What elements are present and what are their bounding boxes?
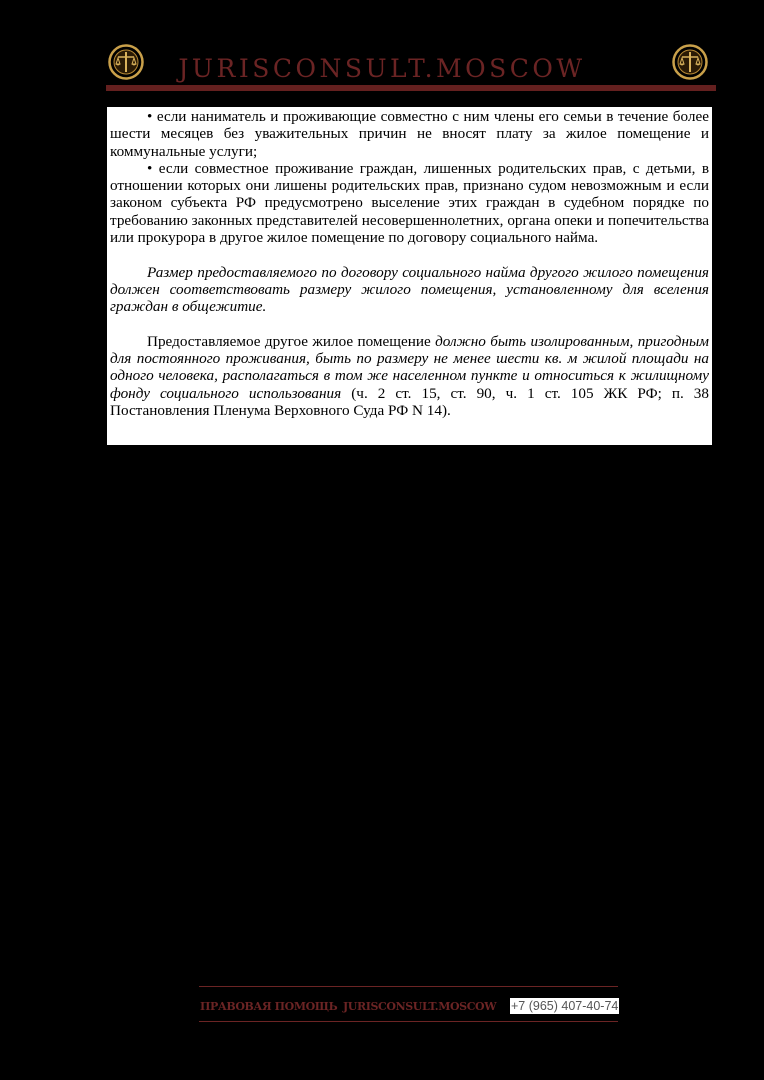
paragraph-legal-citation: (ч. 2 ст. 15, ст. 90, ч. 1 ст. 105 ЖК РФ; п. 38 Постановления Пленума Верховного Суда РФ N 14). — [110, 384, 709, 420]
document-content — [107, 107, 712, 419]
header-divider — [106, 85, 716, 91]
paragraph-spacer — [110, 316, 709, 333]
paragraph-housing-size: Размер предоставляемого по договору социального найма другого жилого помещения должен соответствовать размеру жилого помещения, установленному для вселения граждан в общежитие. — [110, 263, 709, 316]
footer-bottom-divider — [199, 1021, 618, 1022]
footer-site-link[interactable]: JURISCONSULT.MOSCOW — [343, 1000, 497, 1013]
paragraph-provided-housing — [110, 333, 709, 419]
paragraph-italic-requirements: должно быть изолированным, пригодным для постоянного проживания, быть по размеру не менее шести кв. м жилой площади на одного человека, располагаться в том же населенном пункте и относиться к жилищному фонду социального использования — [110, 332, 709, 402]
footer-top-divider — [199, 986, 618, 987]
paragraph-spacer — [110, 246, 709, 263]
footer-legal-help-label: ПРАВОВАЯ ПОМОЩЬ — [200, 1000, 338, 1013]
bullet-item-nonpayment: • если наниматель и проживающие совместно с ним члены его семьи в течение более шести месяцев без уважительных причин не вносят плату за жилое помещение и коммунальные услуги; — [110, 108, 709, 160]
scales-of-justice-emblem-icon — [672, 44, 708, 80]
site-title: JURISCONSULT.MOSCOW — [178, 54, 586, 83]
footer-phone-number[interactable]: +7 (965) 407-40-74 — [511, 999, 619, 1013]
bullet-item-parental-rights: • если совместное проживание граждан, лишенных родительских прав, с детьми, в отношении которых они лишены родительских прав, признано судом невозможным и если законом субъекта РФ предусмотрено выселение этих граждан в судебном порядке по требованию законных представителей несовершеннолетних, органа опеки и попечительства или прокурора в другое жилое помещение по договору социального найма. — [110, 159, 709, 247]
paragraph-lead: Предоставляемое другое жилое помещение — [147, 332, 436, 350]
document-page — [107, 107, 712, 445]
